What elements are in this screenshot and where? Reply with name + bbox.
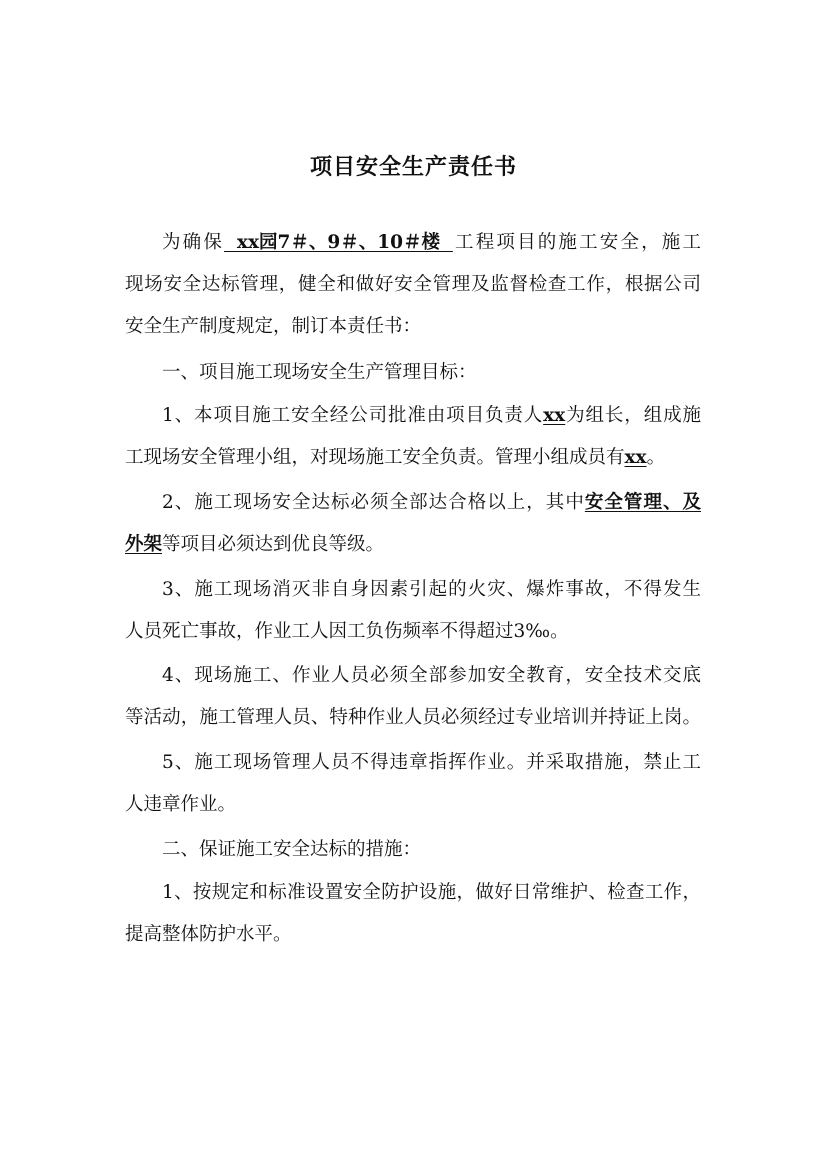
intro-prefix: 为确保 xyxy=(162,232,225,253)
s1-item4-line-2: 等活动，施工管理人员、特种作业人员必须经过专业培训并持证上岗。 xyxy=(125,707,701,728)
intro-line-1 xyxy=(162,231,701,255)
s1-item2-line-2 xyxy=(125,533,384,557)
s1-item3-line-2: 人员死亡事故，作业工人因工负伤频率不得超过3‰。 xyxy=(125,621,569,642)
project-leader-field: xx xyxy=(543,405,566,426)
s1-item1-text-d: 。 xyxy=(646,447,666,468)
s1-item2-line-1 xyxy=(162,491,701,515)
s2-item1-line-2: 提高整体防护水平。 xyxy=(125,924,292,945)
s1-item2-text-b: 等项目必须达到优良等级。 xyxy=(162,534,385,555)
s1-item1-text-b: 为组长，组成施 xyxy=(565,405,701,426)
s1-item1-text-a: 1、本项目施工安全经公司批准由项目负责人 xyxy=(162,405,544,426)
s1-item1-line-1 xyxy=(162,404,701,428)
project-name-field: xx园7＃、9＃、10＃楼 xyxy=(224,232,453,253)
intro-line-1-rest: 工程项目的施工安全，施工 xyxy=(452,232,701,253)
s1-item2-underlined-a: 安全管理、及 xyxy=(584,492,701,513)
s1-item2-text-a: 2、施工现场安全达标必须全部达合格以上，其中 xyxy=(162,492,585,513)
s1-item1-text-c: 工现场安全管理小组，对现场施工安全负责。管理小组成员有 xyxy=(125,447,625,468)
section2-heading: 二、保证施工安全达标的措施： xyxy=(162,839,422,860)
section1-heading: 一、项目施工现场安全生产管理目标： xyxy=(162,362,477,383)
s2-item1-line-1: 1、按规定和标准设置安全防护设施，做好日常维护、检查工作， xyxy=(162,882,701,903)
intro-line-3: 安全生产制度规定，制订本责任书： xyxy=(125,316,422,337)
s1-item3-line-1: 3、施工现场消灭非自身因素引起的火灾、爆炸事故，不得发生 xyxy=(162,579,701,600)
s1-item2-underlined-b: 外架 xyxy=(125,534,163,555)
s1-item5-line-2: 人违章作业。 xyxy=(125,794,237,815)
intro-line-2: 现场安全达标管理，健全和做好安全管理及监督检查工作，根据公司 xyxy=(125,274,701,295)
team-members-field: xx xyxy=(624,447,647,468)
s1-item1-line-2 xyxy=(125,446,665,470)
s1-item4-line-1: 4、现场施工、作业人员必须全部参加安全教育，安全技术交底 xyxy=(162,665,701,686)
document-title: 项目安全生产责任书 xyxy=(309,154,517,180)
s1-item5-line-1: 5、施工现场管理人员不得违章指挥作业。并采取措施，禁止工 xyxy=(162,752,701,773)
